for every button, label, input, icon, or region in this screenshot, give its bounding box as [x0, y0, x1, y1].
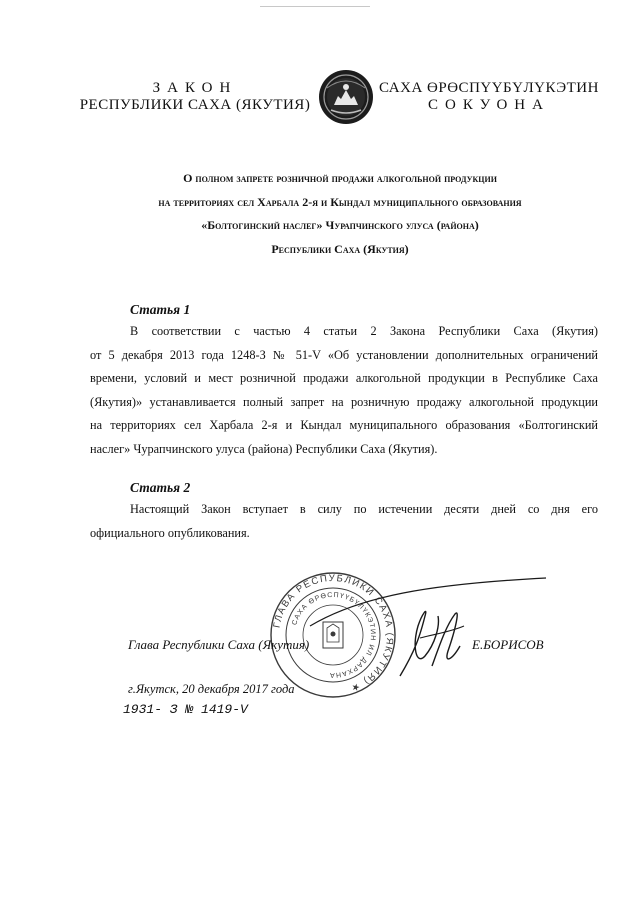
svg-text:САХА ӨРӨСПҮҮБҮЛҮКЭТИН ИЛ ДАРХА: САХА ӨРӨСПҮҮБҮЛҮКЭТИН ИЛ ДАРХАНА	[291, 591, 377, 679]
article2-body	[90, 498, 598, 545]
law-title	[60, 167, 620, 261]
emblem-icon	[317, 68, 375, 126]
article1-heading: Статья 1	[130, 302, 191, 317]
article1-line: на территориях сел Харбала 2-я и Кындал муниципального образования «Болтогинский	[90, 418, 598, 432]
header-right-law: СОКУОНА	[428, 97, 550, 113]
signature-icon	[250, 556, 550, 706]
article1-line: (Якутия)» устанавливается полный запрет на розничную продажу алкогольной продукции	[90, 394, 598, 409]
header-right-republic: САХА ӨРӨСПҮҮБҮЛҮКЭТИН	[379, 80, 599, 96]
article1-line: наслег» Чурапчинского улуса (района) Республики Саха (Якутия).	[90, 441, 438, 456]
registration-number: 1931- З № 1419-V	[123, 702, 248, 717]
title-line: «Болтогинский наслег» Чурапчинского улуса (района)	[201, 218, 479, 233]
article2-heading: Статья 2	[130, 480, 191, 495]
signatory-title: Глава Республики Саха (Якутия)	[128, 637, 310, 652]
article1-line: времени, условий и мест розничной продажи алкогольной продукции в Республике Саха	[90, 371, 598, 385]
article1-body	[90, 320, 598, 461]
title-line: Республики Саха (Якутия)	[271, 241, 409, 256]
scan-artifact-top	[260, 6, 370, 7]
article2-line: официального опубликования.	[90, 525, 250, 540]
title-line: О полном запрете розничной продажи алкогольной продукции	[183, 171, 497, 185]
header-left	[70, 80, 320, 114]
header-right	[378, 80, 600, 114]
header-left-republic: РЕСПУБЛИКИ САХА (ЯКУТИЯ)	[79, 97, 311, 113]
svg-text:ГЛАВА РЕСПУБЛИКИ САХА (ЯКУТИЯ): ГЛАВА РЕСПУБЛИКИ САХА (ЯКУТИЯ) ★	[271, 572, 396, 695]
article2-line: Настоящий Закон вступает в силу по истечении десяти дней со дня его	[130, 502, 598, 516]
title-line: на территориях сел Харбала 2-я и Кындал муниципального образования	[158, 194, 522, 209]
signatory-name: Е.БОРИСОВ	[472, 637, 544, 652]
place-date: г.Якутск, 20 декабря 2017 года	[128, 682, 295, 696]
article1-line: от 5 декабря 2013 года 1248-З № 51-V «Об установлении дополнительных ограничений	[90, 347, 598, 362]
header-left-law: ЗАКОН	[152, 80, 238, 96]
coat-of-arms-emblem	[317, 68, 375, 126]
handwritten-signature	[250, 556, 550, 706]
article1-line: В соответствии с частью 4 статьи 2 Закона Республики Саха (Якутия)	[130, 324, 598, 338]
